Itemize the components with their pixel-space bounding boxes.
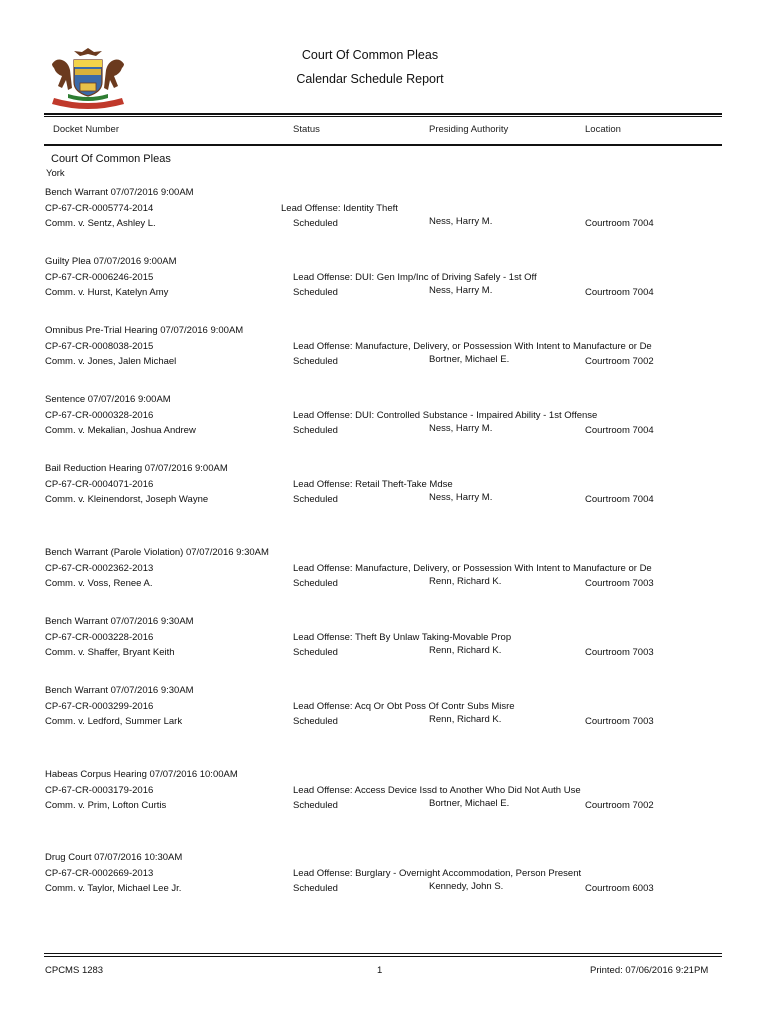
presiding-authority: Ness, Harry M. bbox=[429, 423, 493, 434]
case-caption: Comm. v. Kleinendorst, Joseph Wayne bbox=[45, 494, 209, 505]
lead-offense: Lead Offense: Theft By Unlaw Taking-Movable Prop bbox=[293, 632, 512, 643]
status: Scheduled bbox=[293, 647, 338, 658]
court-county: York bbox=[46, 168, 65, 179]
event-title: Guilty Plea 07/07/2016 9:00AM bbox=[45, 256, 177, 267]
column-header-presiding-authority: Presiding Authority bbox=[429, 124, 509, 135]
docket-number: CP-67-CR-0000328-2016 bbox=[45, 410, 154, 421]
presiding-authority: Renn, Richard K. bbox=[429, 645, 502, 656]
event-title: Bail Reduction Hearing 07/07/2016 9:00AM bbox=[45, 463, 228, 474]
presiding-authority: Ness, Harry M. bbox=[429, 216, 493, 227]
case-caption: Comm. v. Voss, Renee A. bbox=[45, 578, 153, 589]
column-header-docket-number: Docket Number bbox=[53, 124, 119, 135]
event-title: Omnibus Pre-Trial Hearing 07/07/2016 9:00AM bbox=[45, 325, 244, 336]
location: Courtroom 7004 bbox=[585, 494, 654, 505]
lead-offense: Lead Offense: Retail Theft-Take Mdse bbox=[293, 479, 453, 490]
docket-number: CP-67-CR-0006246-2015 bbox=[45, 272, 154, 283]
calendar-entry bbox=[0, 852, 768, 900]
event-title: Sentence 07/07/2016 9:00AM bbox=[45, 394, 171, 405]
lead-offense: Lead Offense: Acq Or Obt Poss Of Contr Subs Misre bbox=[293, 701, 515, 712]
event-title: Bench Warrant 07/07/2016 9:30AM bbox=[45, 616, 194, 627]
lead-offense: Lead Offense: Manufacture, Delivery, or Possession With Intent to Manufacture or De bbox=[293, 341, 652, 352]
calendar-entry bbox=[0, 685, 768, 733]
case-caption: Comm. v. Taylor, Michael Lee Jr. bbox=[45, 883, 182, 894]
court-section-name: Court Of Common Pleas bbox=[51, 153, 171, 165]
status: Scheduled bbox=[293, 218, 338, 229]
lead-offense: Lead Offense: DUI: Gen Imp/Inc of Driving Safely - 1st Off bbox=[293, 272, 537, 283]
status: Scheduled bbox=[293, 883, 338, 894]
event-title: Habeas Corpus Hearing 07/07/2016 10:00AM bbox=[45, 769, 238, 780]
calendar-entry bbox=[0, 769, 768, 817]
docket-number: CP-67-CR-0002362-2013 bbox=[45, 563, 154, 574]
presiding-authority: Renn, Richard K. bbox=[429, 576, 502, 587]
calendar-entry bbox=[0, 325, 768, 373]
footer-rule-thin bbox=[44, 956, 722, 957]
docket-number: CP-67-CR-0003299-2016 bbox=[45, 701, 154, 712]
event-title: Bench Warrant (Parole Violation) 07/07/2016 9:30AM bbox=[45, 547, 269, 558]
location: Courtroom 7002 bbox=[585, 356, 654, 367]
report-title: Calendar Schedule Report bbox=[296, 72, 444, 86]
presiding-authority: Bortner, Michael E. bbox=[429, 354, 510, 365]
status: Scheduled bbox=[293, 287, 338, 298]
case-caption: Comm. v. Jones, Jalen Michael bbox=[45, 356, 177, 367]
footer-printed-timestamp: Printed: 07/06/2016 9:21PM bbox=[590, 965, 709, 976]
case-caption: Comm. v. Sentz, Ashley L. bbox=[45, 218, 156, 229]
location: Courtroom 7004 bbox=[585, 218, 654, 229]
presiding-authority: Bortner, Michael E. bbox=[429, 798, 510, 809]
footer-form-id: CPCMS 1283 bbox=[45, 965, 104, 976]
header-top-rule bbox=[44, 113, 722, 115]
docket-number: CP-67-CR-0005774-2014 bbox=[45, 203, 154, 214]
status: Scheduled bbox=[293, 578, 338, 589]
location: Courtroom 7004 bbox=[585, 287, 654, 298]
calendar-entry bbox=[0, 394, 768, 442]
location: Courtroom 7002 bbox=[585, 800, 654, 811]
docket-number: CP-67-CR-0004071-2016 bbox=[45, 479, 154, 490]
status: Scheduled bbox=[293, 356, 338, 367]
lead-offense: Lead Offense: Burglary - Overnight Accommodation, Person Present bbox=[293, 868, 582, 879]
status: Scheduled bbox=[293, 800, 338, 811]
location: Courtroom 7004 bbox=[585, 425, 654, 436]
pennsylvania-coat-of-arms-icon bbox=[44, 46, 132, 110]
lead-offense: Lead Offense: Identity Theft bbox=[281, 203, 398, 214]
presiding-authority: Ness, Harry M. bbox=[429, 285, 493, 296]
case-caption: Comm. v. Ledford, Summer Lark bbox=[45, 716, 183, 727]
lead-offense: Lead Offense: Manufacture, Delivery, or Possession With Intent to Manufacture or De bbox=[293, 563, 652, 574]
lead-offense: Lead Offense: DUI: Controlled Substance - Impaired Ability - 1st Offense bbox=[293, 410, 598, 421]
footer-rule bbox=[44, 953, 722, 954]
location: Courtroom 7003 bbox=[585, 647, 654, 658]
calendar-entry bbox=[0, 616, 768, 664]
case-caption: Comm. v. Shaffer, Bryant Keith bbox=[45, 647, 175, 658]
presiding-authority: Kennedy, John S. bbox=[429, 881, 504, 892]
location: Courtroom 7003 bbox=[585, 716, 654, 727]
presiding-authority: Ness, Harry M. bbox=[429, 492, 493, 503]
docket-number: CP-67-CR-0002669-2013 bbox=[45, 868, 154, 879]
column-header-status: Status bbox=[293, 124, 320, 135]
report-court-title: Court Of Common Pleas bbox=[301, 48, 439, 62]
calendar-entry bbox=[0, 547, 768, 595]
case-caption: Comm. v. Prim, Lofton Curtis bbox=[45, 800, 167, 811]
column-header-rule bbox=[44, 144, 722, 146]
location: Courtroom 6003 bbox=[585, 883, 654, 894]
status: Scheduled bbox=[293, 425, 338, 436]
case-caption: Comm. v. Mekalian, Joshua Andrew bbox=[45, 425, 196, 436]
event-title: Drug Court 07/07/2016 10:30AM bbox=[45, 852, 183, 863]
calendar-entry bbox=[0, 187, 768, 235]
status: Scheduled bbox=[293, 494, 338, 505]
docket-number: CP-67-CR-0003179-2016 bbox=[45, 785, 154, 796]
docket-number: CP-67-CR-0008038-2015 bbox=[45, 341, 154, 352]
header-top-rule-thin bbox=[44, 116, 722, 117]
case-caption: Comm. v. Hurst, Katelyn Amy bbox=[45, 287, 169, 298]
calendar-entry bbox=[0, 256, 768, 304]
docket-number: CP-67-CR-0003228-2016 bbox=[45, 632, 154, 643]
event-title: Bench Warrant 07/07/2016 9:00AM bbox=[45, 187, 194, 198]
event-title: Bench Warrant 07/07/2016 9:30AM bbox=[45, 685, 194, 696]
presiding-authority: Renn, Richard K. bbox=[429, 714, 502, 725]
location: Courtroom 7003 bbox=[585, 578, 654, 589]
lead-offense: Lead Offense: Access Device Issd to Another Who Did Not Auth Use bbox=[293, 785, 581, 796]
column-header-location: Location bbox=[585, 124, 621, 135]
status: Scheduled bbox=[293, 716, 338, 727]
footer-page-number: 1 bbox=[377, 965, 383, 976]
calendar-entry bbox=[0, 463, 768, 511]
